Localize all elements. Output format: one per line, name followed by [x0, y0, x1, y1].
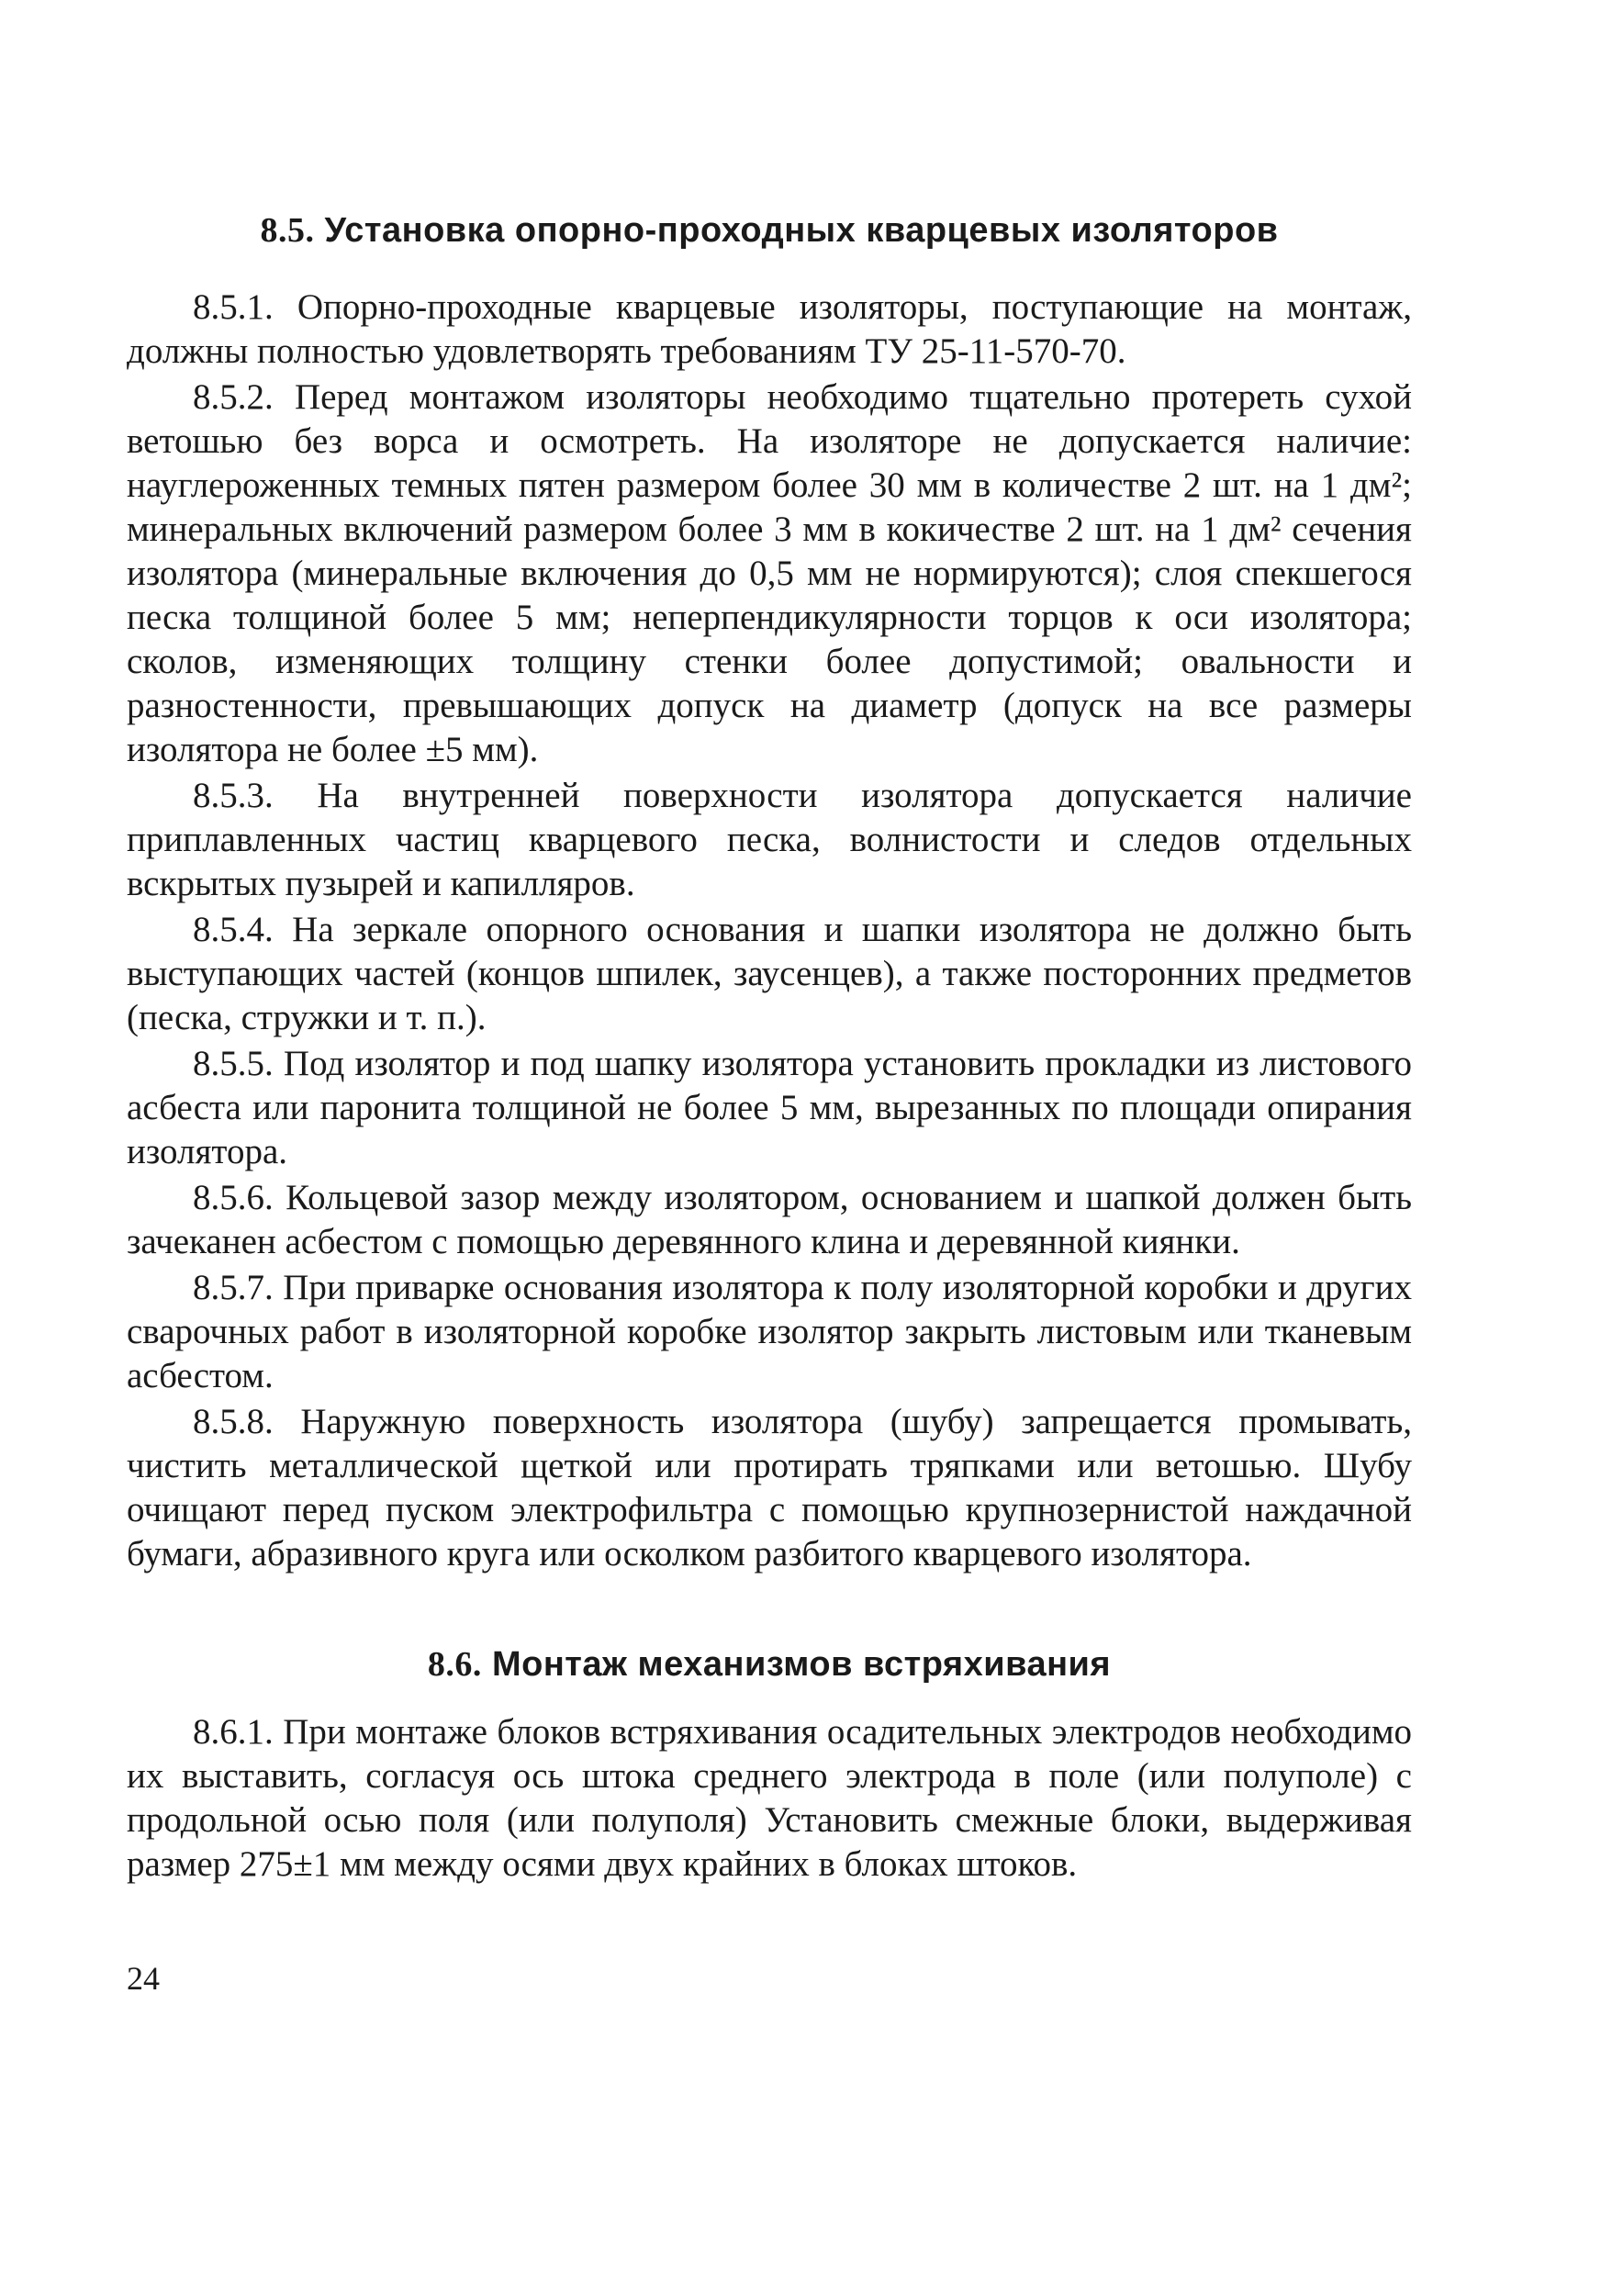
- section-title: Монтаж механизмов встряхивания: [491, 1645, 1112, 1684]
- paragraph-8-5-8: 8.5.8. Наружную поверхность изолятора (шубу) запрещается промывать, чистить металлической щеткой или протирать тряпками или ветошью. Шубу очищают перед пуском электрофильтра с помощью крупнозернистой наждачной бумаги, абразивного круга или осколком разбитого кварцевого изолятора.: [127, 1402, 1412, 1574]
- paragraph-8-5-6: 8.5.6. Кольцевой зазор между изолятором, основанием и шапкой должен быть зачеканен асбестом с помощью деревянного клина и деревянной киянки.: [127, 1178, 1412, 1261]
- section-number: 8.6.: [427, 1645, 482, 1684]
- paragraph-8-5-1: 8.5.1. Опорно-проходные кварцевые изоляторы, поступающие на монтаж, должны полностью удовлетворять требованиям ТУ 25-11-570-70.: [127, 287, 1412, 371]
- paragraph-8-5-3: 8.5.3. На внутренней поверхности изолятора допускается наличие приплавленных частиц кварцевого песка, волнистости и следов отдельных вскрытых пузырей и капилляров.: [127, 776, 1412, 903]
- paragraph-8-5-2: 8.5.2. Перед монтажом изоляторы необходимо тщательно протереть сухой ветошью без ворса и осмотреть. На изоляторе не допускается наличие: науглероженных темных пятен размером более 30 мм в количестве 2 шт. на 1 дм²; минеральных включений размером более 3 мм в кокичестве 2 шт. на 1 дм² сечения изолятора (минеральные включения до 0,5 мм не нормируются); слоя спекшегося песка толщиной более 5 мм; неперпендикулярности торцов к оси изолятора; сколов, изменяющих толщину стенки более допустимой; овальности и разностенности, превышающих допуск на диаметр (допуск на все размеры изолятора не более ±5 мм).: [127, 377, 1412, 769]
- section-heading-8-5: [127, 209, 1412, 252]
- paragraph-8-5-5: 8.5.5. Под изолятор и под шапку изолятора установить прокладки из листового асбеста или паронита толщиной не более 5 мм, вырезанных по площади опирания изолятора.: [127, 1044, 1412, 1171]
- section-title: Установка опорно-проходных кварцевых изоляторов: [324, 211, 1279, 250]
- paragraph-8-5-7: 8.5.7. При приварке основания изолятора к полу изоляторной коробки и других сварочных работ в изоляторной коробке изолятор закрыть листовым или тканевым асбестом.: [127, 1268, 1412, 1395]
- paragraph-8-5-4: 8.5.4. На зеркале опорного основания и шапки изолятора не должно быть выступающих частей (концов шпилек, заусенцев), а также посторонних предметов (песка, стружки и т. п.).: [127, 910, 1412, 1037]
- paragraph-8-6-1: 8.6.1. При монтаже блоков встряхивания осадительных электродов необходимо их выставить, согласуя ось штока среднего электрода в поле (или полуполе) с продольной осью поля (или полуполя) Установить смежные блоки, выдерживая размер 275±1 мм между осями двух крайних в блоках штоков.: [127, 1712, 1412, 1884]
- section-number: 8.5.: [260, 211, 315, 250]
- section-heading-8-6: [127, 1643, 1412, 1686]
- section-body-8-5: [127, 286, 1412, 1578]
- page-number: 24: [127, 1960, 160, 1997]
- section-body-8-6: [127, 1710, 1412, 1888]
